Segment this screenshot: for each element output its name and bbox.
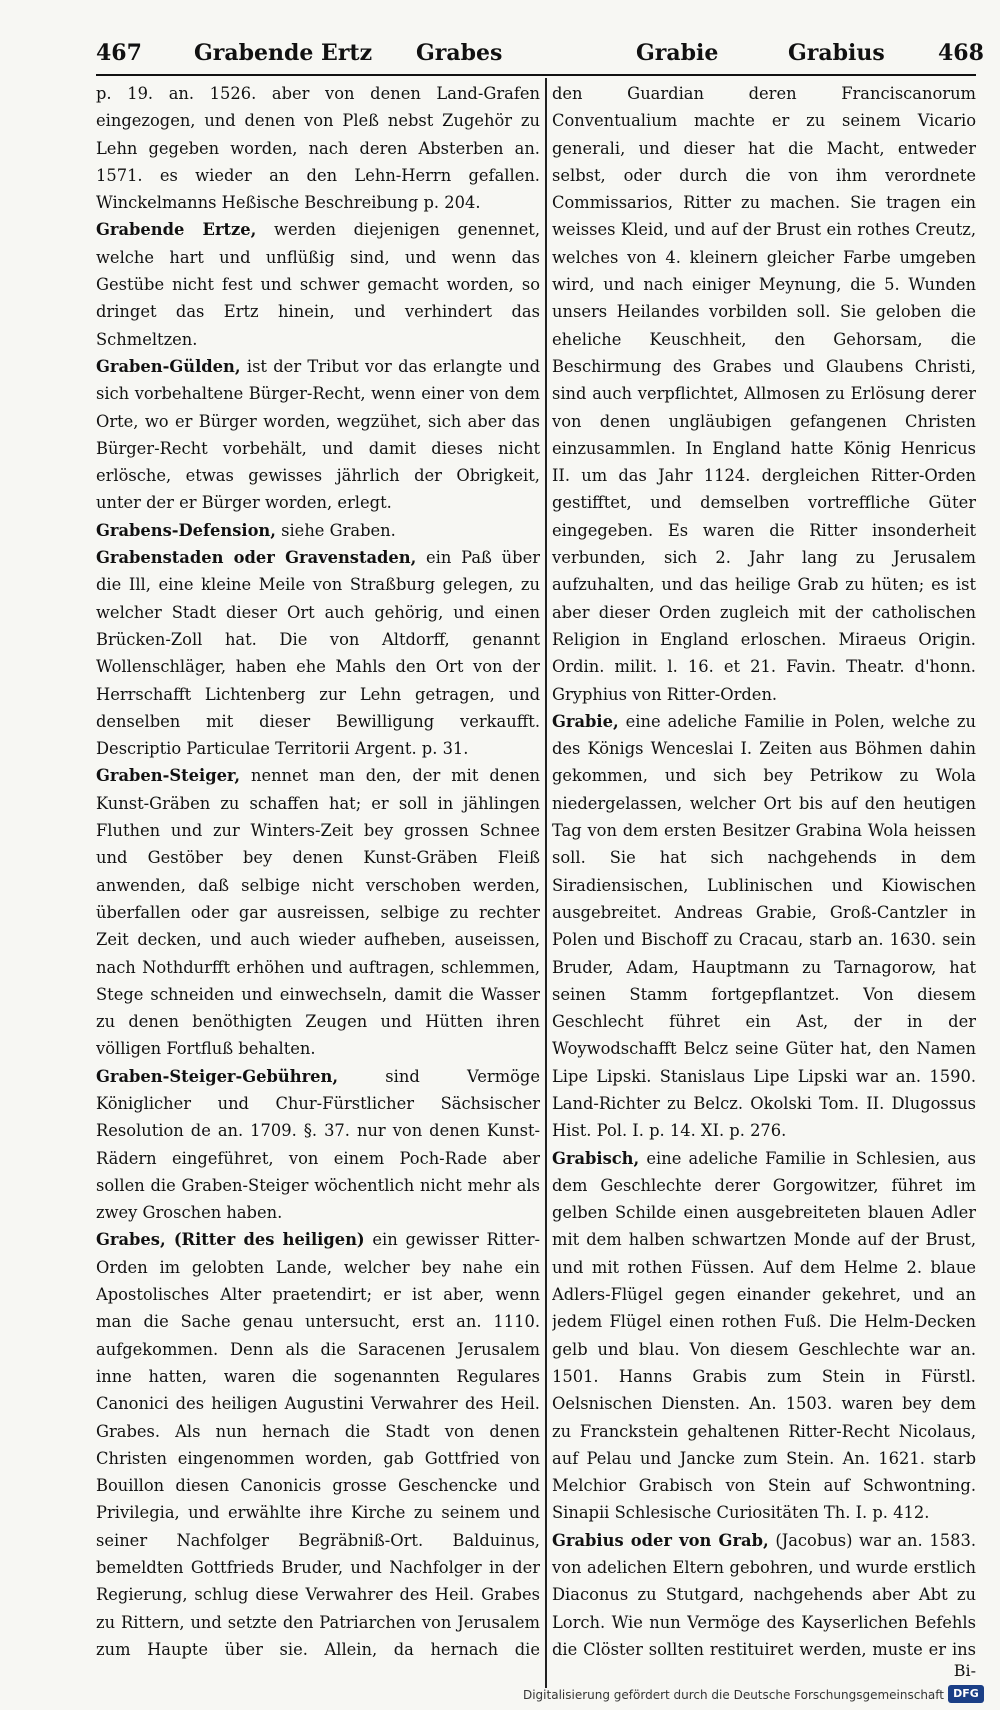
left-column [96, 80, 540, 1660]
right-column [552, 80, 976, 1660]
entry-grabius-jacobus: Grabius oder von Grab, (Jacobus) war an. 1583. von adelichen Eltern gebohren, und wurde erstlich Diaconus zu Stutgard, nachgehends aber Abt zu Lorch. Wie nun Vermöge des Kayserlichen Befehls die Clöster sollten restituiret werden, muste er ins [552, 1530, 976, 1659]
running-head-3: Grabie [636, 40, 719, 66]
entry-continuation-right: den Guardian deren Franciscanorum Conventualium machte er zu seinem Vicario generali, und dieser hat die Macht, entweder selbst, oder durch die von ihm verordnete Commissarios, Ritter zu machen. Sie tragen ein weisses Kleid, und auf der Brust ein rothes Creutz, welches von 4. kleinern gleicher Farbe umgeben wird, und nach einiger Meynung, die 5. Wunden unsers Heilandes vorbilden soll. Sie geloben die eheliche Keuschheit, den Gehorsam, die Beschirmung des Grabes und Glaubens Christi, sind auch verpflichtet, Allmosen zu Erlösung derer von denen ungläubigen gefangenen Christen einzusammlen. In England hatte König Henricus II. um das Jahr 1124. dergleichen Ritter-Orden gestifftet, und demselben vortreffliche Güter eingegeben. Es waren die Ritter insonderheit verbunden, sich 2. Jahr lang zu Jerusalem aufzuhalten, und das heilige Grab zu hüten; es ist aber dieser Orden zugleich mit der catholischen Religion in England erloschen. Miraeus Origin. Ordin. milit. l. 16. et 21. Favin. Theatr. d'honn. Gryphius von Ritter-Orden. [552, 84, 976, 704]
running-head-2: Grabes [416, 40, 503, 66]
entry-grabenstaden: Grabenstaden oder Gravenstaden, ein Paß über die Ill, eine kleine Meile von Straßburg gelegen, zu welcher Stadt dieser Ort auch gehörig, und einen Brücken-Zoll hat. Die von Altdorff, genannt Wollenschläger, haben ehe Mahls den Ort von der Herrschafft Lichtenberg zur Lehn getragen, und denselben mit dieser Bewilligung verkaufft. Descriptio Particulae Territorii Argent. p. 31. [96, 548, 540, 759]
column-divider [545, 78, 547, 1688]
page-number-right: 468 [938, 40, 984, 66]
running-head-1: Grabende Ertz [194, 40, 373, 66]
entry-grabende-ertze: Grabende Ertze, werden diejenigen genennet, welche hart und unflüßig sind, und wenn das Gestübe nicht fest und schwer gemacht worden, so dringet das Ertz hinein, und verhindert das Schmeltzen. [96, 220, 540, 349]
entry-grabens-defension: Grabens-Defension, siehe Graben. [96, 520, 396, 540]
entry-graben-steiger: Graben-Steiger, nennet man den, der mit denen Kunst-Gräben zu schaffen hat; er soll in jählingen Fluthen und zur Winters-Zeit bey grossen Schnee und Gestöber bey denen Kunst-Gräben Fleiß anwenden, daß selbige nicht verschoben werden, überfallen oder gar ausreissen, selbige zu rechter Zeit decken, und auch wieder aufheben, auseissen, nach Nothdurfft erhöhen und auftragen, schlemmen, Stege schneiden und einwechseln, damit die Wasser zu denen benöthigten Zeugen und Hütten ihren völligen Fortfluß behalten. [96, 766, 540, 1059]
page-header [96, 34, 984, 76]
dfg-logo-icon: DFG [948, 1685, 984, 1703]
entry-grabisch: Grabisch, eine adeliche Familie in Schlesien, aus dem Geschlechte derer Gorgowitzer, führet im gelben Schilde einen ausgebreiteten blauen Adler mit dem halben schwartzen Monde auf der Brust, und mit rothen Füssen. Auf dem Helme 2. blaue Adlers-Flügel gegen einander gekehret, und an jedem Flügel einen rothen Fuß. Die Helm-Decken gelb und blau. Von diesem Geschlechte war an. 1501. Hanns Grabis zum Stein in Fürstl. Oelsnischen Diensten. An. 1503. waren bey dem zu Franckstein gehaltenen Ritter-Recht Nicolaus, auf Pelau und Jancke zum Stein. An. 1621. starb Melchior Grabisch von Stein auf Schwontning. Sinapii Schlesische Curiositäten Th. I. p. 412. [552, 1148, 976, 1523]
catchword: Bi- [953, 1661, 976, 1680]
entry-continuation-left: p. 19. an. 1526. aber von denen Land-Grafen eingezogen, und denen von Pleß nebst Zugehör zu Lehn gegeben worden, nach deren Absterben an. 1571. es wieder an den Lehn-Herrn gefallen. Winckelmanns Heßische Beschreibung p. 204. [96, 84, 540, 213]
funding-credit: Digitalisierung gefördert durch die Deutsche Forschungsgemeinschaft [522, 1688, 944, 1702]
entry-grabes-ritter: Grabes, (Ritter des heiligen) ein gewisser Ritter-Orden im gelobten Lande, welcher bey nahe ein Apostolisches Alter praetendirt; er ist aber, wenn man die Sache genau untersucht, erst an. 1110. aufgekommen. Denn als die Saracenen Jerusalem inne hatten, waren die sogenannten Regulares Canonici des heiligen Augustini Verwahrer des Heil. Grabes. Als nun hernach die Stadt von denen Christen eingenommen worden, gab Gottfried von Bouillon diesen Canonicis grosse Geschencke und Privilegia, und erwählte ihre Kirche zu seinem und seiner Nachfolger Begräbniß-Ort. Balduinus, bemeldten Gottfrieds Bruder, und Nachfolger in der Regierung, schlug diese Verwahrer des Heil. Grabes zu Rittern, und setzte den Patriarchen von Jerusalem zum Haupte über sie. Allein, da hernach die [96, 1230, 540, 1659]
running-head-4: Grabius [788, 40, 885, 66]
page-number-left: 467 [96, 40, 142, 66]
digitization-footer [520, 1684, 990, 1706]
entry-graben-guelden: Graben-Gülden, ist der Tribut vor das erlangte und sich vorbehaltene Bürger-Recht, wenn einer von dem Orte, wo er Bürger worden, wegzühet, sich aber das Bürger-Recht vorbehält, und damit dieses nicht erlösche, etwas gewisses jährlich der Obrigkeit, unter der er Bürger worden, erlegt. [96, 356, 540, 513]
entry-grabie: Grabie, eine adeliche Familie in Polen, welche zu des Königs Wenceslai I. Zeiten aus Böhmen dahin gekommen, und sich bey Petrikow zu Wola niedergelassen, welcher Ort bis auf den heutigen Tag von dem ersten Besitzer Grabina Wola heissen soll. Sie hat sich nachgehends in dem Siradiensischen, Lublinischen und Kiowischen ausgebreitet. Andreas Grabie, Groß-Cantzler in Polen und Bischoff zu Cracau, starb an. 1630. sein Bruder, Adam, Hauptmann zu Tarnagorow, hat seinen Stamm fortgepflantzet. Von diesem Geschlecht führet ein Ast, der in der Woywodschafft Belcz seine Güter hat, den Namen Lipe Lipski. Stanislaus Lipe Lipski war an. 1590. Land-Richter zu Belcz. Okolski Tom. II. Dlugossus Hist. Pol. I. p. 14. XI. p. 276. [552, 711, 976, 1141]
entry-graben-steiger-gebuehren: Graben-Steiger-Gebühren, sind Vermöge Königlicher und Chur-Fürstlicher Sächsischer Resolution de an. 1709. §. 37. nur von denen Kunst-Rädern eingeführet, von einem Poch-Rade aber sollen die Graben-Steiger wöchentlich nicht mehr als zwey Groschen haben. [96, 1066, 540, 1223]
